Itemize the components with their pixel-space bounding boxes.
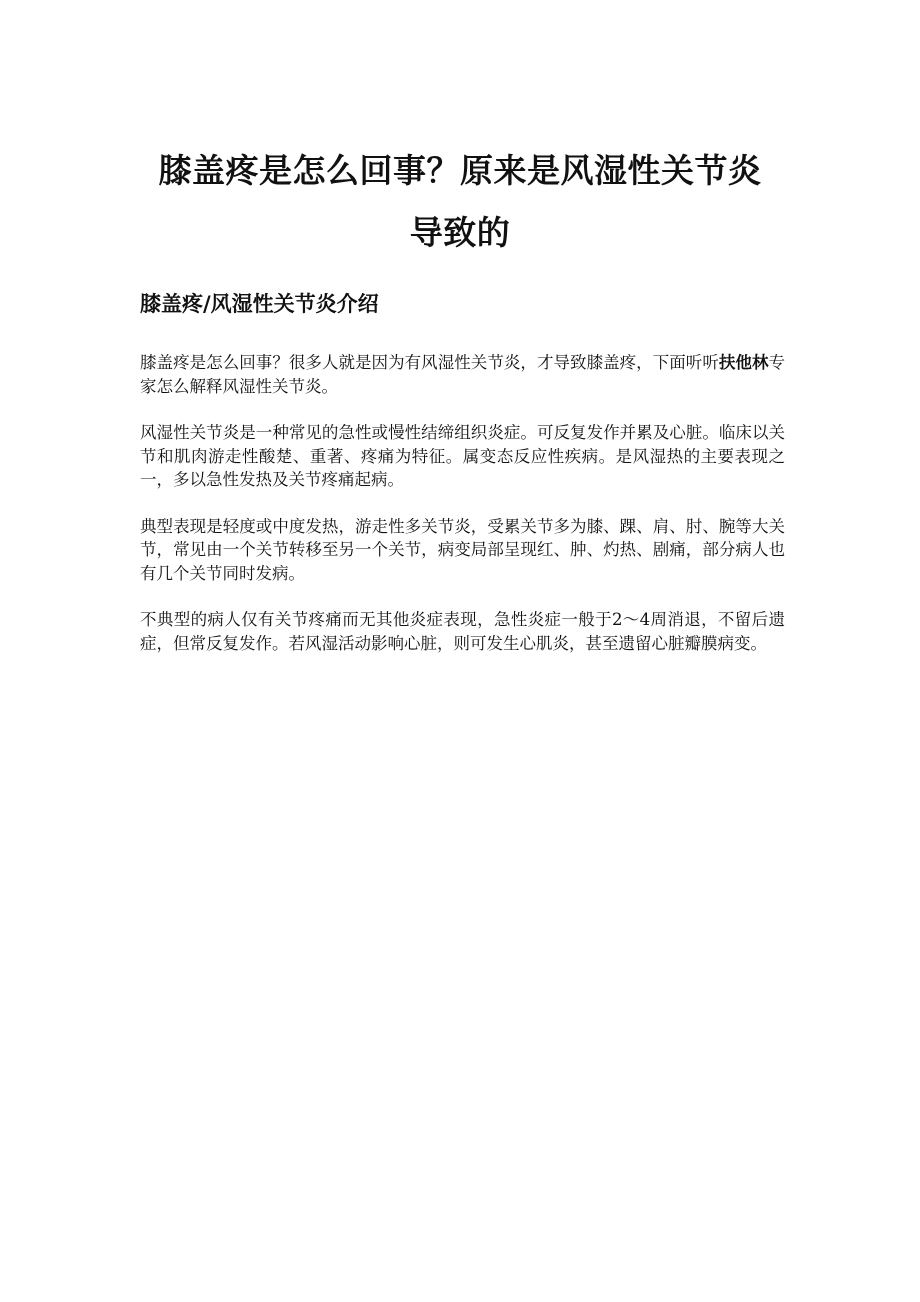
- paragraph-typical-symptoms: 典型表现是轻度或中度发热，游走性多关节炎，受累关节多为膝、踝、肩、肘、腕等大关节，常见由一个关节转移至另一个关节，病变局部呈现红、肿、灼热、剧痛，部分病人也有几个关节同时发病。: [140, 516, 785, 583]
- article-body: [140, 351, 785, 678]
- paragraph-definition: 风湿性关节炎是一种常见的急性或慢性结缔组织炎症。可反复发作并累及心脏。临床以关节和肌肉游走性酸楚、重著、疼痛为特征。属变态反应性疾病。是风湿热的主要表现之一，多以急性发热及关节疼痛起病。: [140, 423, 785, 489]
- intro-paragraph: [140, 351, 785, 398]
- section-heading: 膝盖疼/风湿性关节炎介绍: [140, 292, 379, 316]
- title-line-1: 膝盖疼是怎么回事？原来是风湿性关节炎: [158, 151, 762, 190]
- paragraph-atypical-symptoms: 不典型的病人仅有关节疼痛而无其他炎症表现，急性炎症一般于2～4周消退，不留后遗症，但常反复发作。若风湿活动影响心脏，则可发生心肌炎，甚至遗留心脏瓣膜病变。: [140, 610, 785, 653]
- document-title: [120, 140, 800, 264]
- intro-text-before: 膝盖疼是怎么回事？很多人就是因为有风湿性关节炎，才导致膝盖疼，下面听听: [140, 353, 719, 372]
- title-line-2: 导致的: [409, 213, 511, 252]
- brand-name: 扶他林: [718, 353, 769, 372]
- intro-text-after: 专家怎么解释风湿性关节炎。: [140, 353, 786, 396]
